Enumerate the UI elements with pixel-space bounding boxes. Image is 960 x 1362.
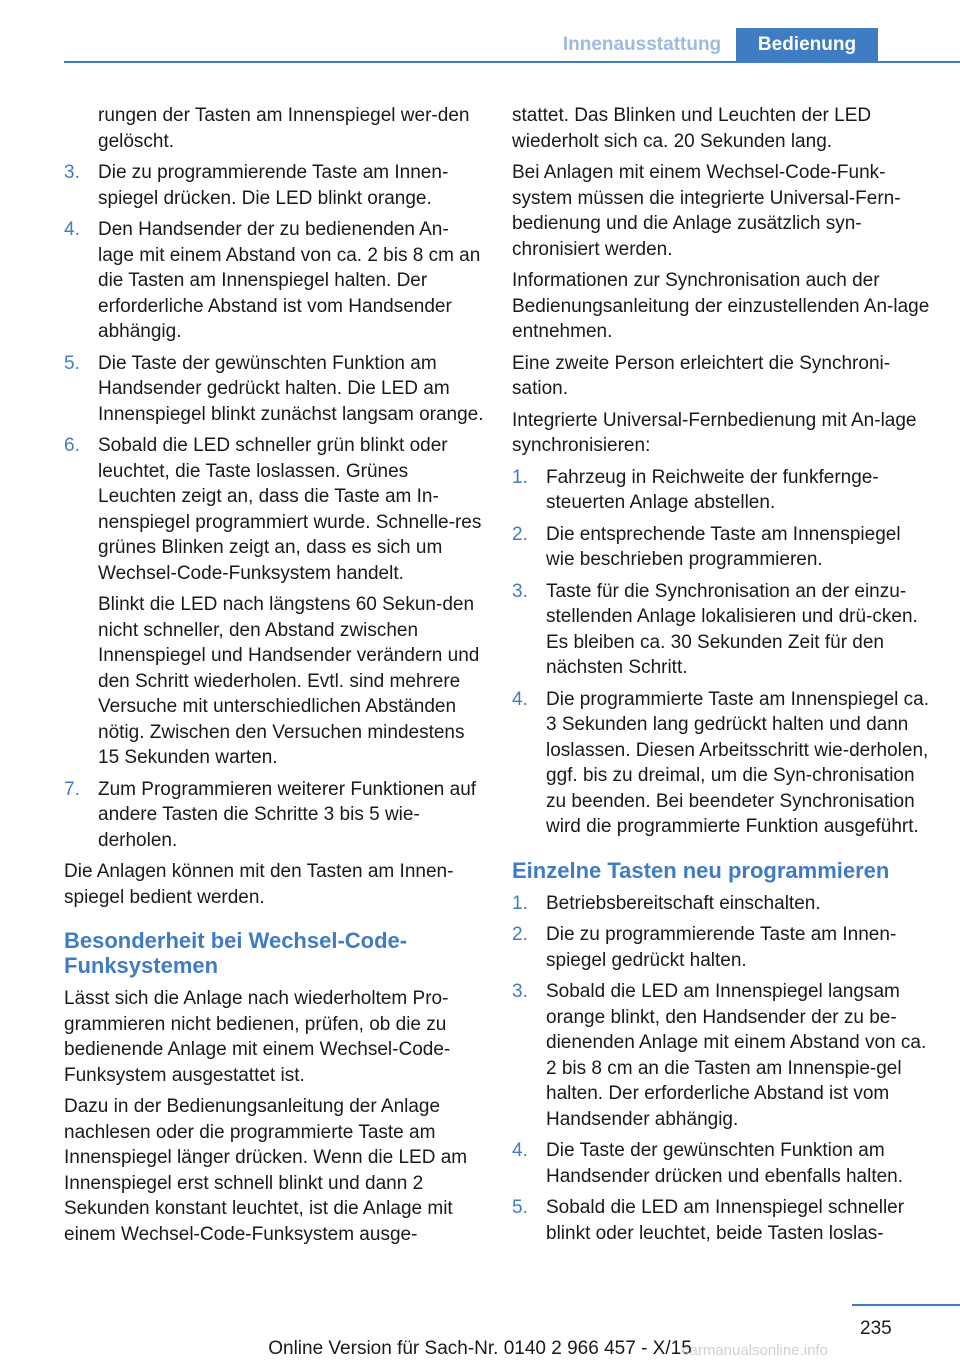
left-column bbox=[64, 103, 484, 1253]
step-text: Den Handsender der zu bedienenden An-lage mit einem Abstand von ca. 2 bis 8 cm an die Tasten am Innenspiegel halten. Der erforderliche Abstand ist vom Handsender abhängig. bbox=[98, 219, 481, 342]
header-section-title: Innenausstattung bbox=[562, 34, 722, 55]
step-text: Sobald die LED am Innenspiegel langsam orange blinkt, den Handsender der zu be-dienenden Anlage mit einem Abstand von ca. 2 bis 8 cm an die Tasten am Innenspie-gel halten. Der erforderliche Abstand ist vom Handsender abhängig. bbox=[546, 981, 927, 1130]
list-item bbox=[64, 160, 484, 211]
step-text: Die Taste der gewünschten Funktion am Handsender drücken und ebenfalls halten. bbox=[546, 1140, 904, 1187]
step-text: Zum Programmieren weiterer Funktionen auf andere Tasten die Schritte 3 bis 5 wie-derholen. bbox=[98, 778, 477, 851]
page-number: 235 bbox=[860, 1318, 892, 1339]
list-item bbox=[512, 891, 932, 917]
list-item bbox=[512, 522, 932, 573]
list-item bbox=[512, 1138, 932, 1189]
header-chapter-tab: Bedienung bbox=[736, 28, 878, 61]
right-column bbox=[512, 103, 932, 1252]
list-item bbox=[512, 465, 932, 516]
step-number: 2. bbox=[512, 924, 528, 945]
step-number: 3. bbox=[512, 981, 528, 1002]
step-text: Die programmierte Taste am Innenspiegel ca. 3 Sekunden lang gedrückt halten und dann loslassen. Diesen Arbeitsschritt wie-derholen, ggf. bis zu dreimal, um die Syn-chronisation zu beenden. Bei beendeter Synchronisation wird die programmierte Funktion ausgeführt. bbox=[546, 688, 930, 837]
step-text: Taste für die Synchronisation an der einzu-stellenden Anlage lokalisieren und drü-cken. Es bleiben ca. 30 Sekunden Zeit für den nächsten Schritt. bbox=[546, 580, 918, 678]
step-number: 3. bbox=[64, 162, 80, 183]
step-text: Die zu programmierende Taste am Innen-spiegel drücken. Die LED blinkt orange. bbox=[98, 162, 449, 209]
paragraph: Informationen zur Synchronisation auch der Bedienungsanleitung der einzustellenden An-lage entnehmen. bbox=[512, 270, 930, 342]
paragraph: Bei Anlagen mit einem Wechsel-Code-Funk-system müssen die integrierte Universal-Fern-bedienung und die Anlage zusätzlich syn-chronisiert werden. bbox=[512, 162, 901, 260]
paragraph: Integrierte Universal-Fernbedienung mit An-lage synchronisieren: bbox=[512, 409, 917, 456]
step-number: 4. bbox=[64, 219, 80, 240]
step-number: 6. bbox=[64, 435, 80, 456]
paragraph: Dazu in der Bedienungsanleitung der Anlage nachlesen oder die programmierte Taste am Innenspiegel länger drücken. Wenn die LED am Innenspiegel erst schnell blinkt und dann 2 Sekunden konstant leuchtet, ist die Anlage mit einem Wechsel-Code-Funksystem ausge- bbox=[64, 1096, 468, 1245]
list-item bbox=[64, 433, 484, 586]
paragraph: Eine zweite Person erleichtert die Synchroni-sation. bbox=[512, 352, 891, 399]
footer-text: Online Version für Sach-Nr. 0140 2 966 457 - X/15 bbox=[268, 1338, 692, 1359]
step-number: 7. bbox=[64, 778, 80, 800]
list-item bbox=[64, 217, 484, 345]
step-note: Blinkt die LED nach längstens 60 Sekun-den nicht schneller, den Abstand zwischen Innenspiegel und Handsender verändern und den Schritt wiederholen. Evtl. sind mehrere Versuche mit unterschiedlichen Abständen nötig. Zwischen den Versuchen mindestens 15 Sekunden warten. bbox=[98, 594, 480, 768]
step-number: 4. bbox=[512, 1140, 528, 1161]
section-heading: Besonderheit bei Wechsel-Code-Funksystemen bbox=[64, 928, 408, 978]
list-item bbox=[512, 922, 932, 973]
watermark: carmanualsonline.info bbox=[682, 1342, 828, 1359]
list-item bbox=[512, 979, 932, 1132]
step-text: Die Taste der gewünschten Funktion am Handsender gedrückt halten. Die LED am Innenspiegel blinkt zunächst langsam orange. bbox=[98, 352, 484, 425]
step-number: 1. bbox=[512, 892, 528, 914]
footer-rule bbox=[852, 1304, 960, 1306]
paragraph: Lässt sich die Anlage nach wiederholtem Pro-grammieren nicht bedienen, prüfen, ob die zu bedienende Anlage mit einem Wechsel-Code-Funksystem ausgestattet ist. bbox=[64, 988, 451, 1086]
step-number: 5. bbox=[512, 1197, 528, 1218]
section-heading: Einzelne Tasten neu programmieren bbox=[512, 857, 890, 883]
list-item bbox=[64, 351, 484, 428]
list-item bbox=[64, 777, 484, 854]
list-item bbox=[512, 687, 932, 840]
step-text: Die zu programmierende Taste am Innen-spiegel gedrückt halten. bbox=[546, 924, 897, 971]
paragraph: Die Anlagen können mit den Tasten am Innen-spiegel bedient werden. bbox=[64, 861, 454, 908]
header-rule bbox=[64, 61, 960, 63]
step-text: Sobald die LED schneller grün blinkt oder leuchtet, die Taste loslassen. Grünes Leuchten zeigt an, dass die Taste am In-nenspiegel programmiert wurde. Schnelle-res grünes Blinken zeigt an, dass es sich um Wechsel-Code-Funksystem handelt. bbox=[98, 435, 482, 584]
paragraph: stattet. Das Blinken und Leuchten der LED wiederholt sich ca. 20 Sekunden lang. bbox=[512, 105, 872, 152]
step-number: 4. bbox=[512, 688, 528, 710]
continued-text: rungen der Tasten am Innenspiegel wer-den gelöscht. bbox=[98, 105, 470, 152]
step-number: 5. bbox=[64, 352, 80, 374]
list-item bbox=[512, 579, 932, 681]
step-number: 3. bbox=[512, 580, 528, 602]
step-text: Sobald die LED am Innenspiegel schneller blinkt oder leuchtet, beide Tasten loslas- bbox=[546, 1197, 905, 1244]
step-text: Die entsprechende Taste am Innenspiegel wie beschrieben programmieren. bbox=[546, 523, 901, 570]
step-text: Fahrzeug in Reichweite der funkfernge-steuerten Anlage abstellen. bbox=[546, 466, 879, 513]
step-number: 1. bbox=[512, 466, 528, 488]
step-text: Betriebsbereitschaft einschalten. bbox=[546, 892, 821, 914]
list-item bbox=[512, 1195, 932, 1246]
step-number: 2. bbox=[512, 523, 528, 545]
